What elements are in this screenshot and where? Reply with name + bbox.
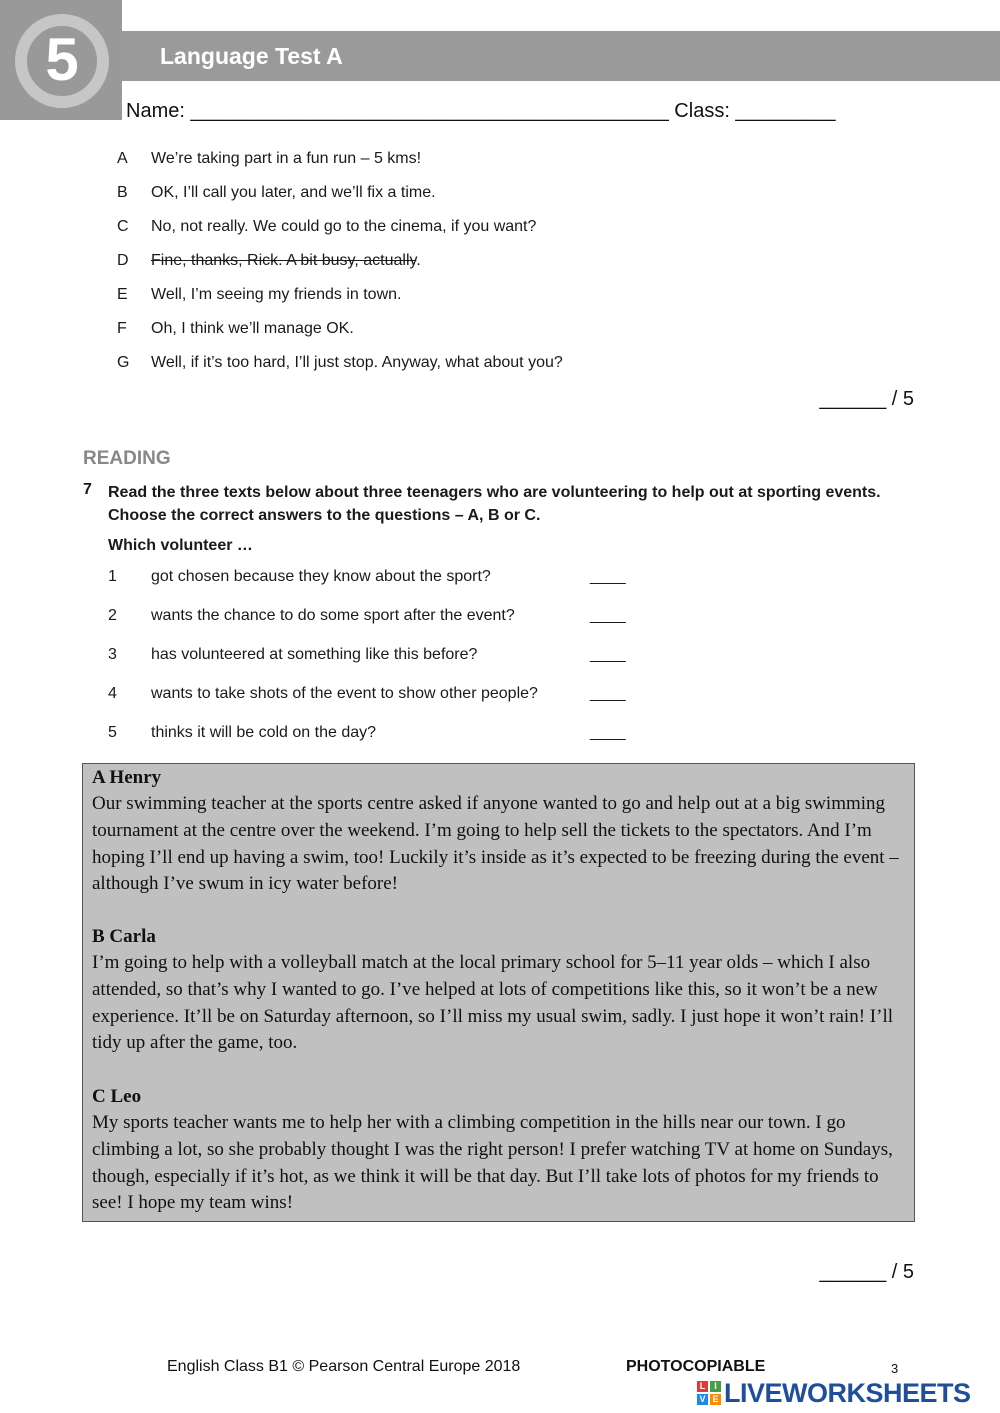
question-2: [108, 607, 626, 625]
answer-blank[interactable]: ____: [590, 724, 626, 741]
page-number: 3: [891, 1361, 899, 1376]
option-letter: B: [117, 184, 128, 201]
unit-number: 5: [45, 26, 79, 93]
question-4: [108, 685, 626, 703]
unit-badge: [0, 0, 122, 120]
question-5: [108, 724, 626, 742]
score-dialogue[interactable]: ______ / 5: [819, 388, 914, 410]
option-f: [117, 320, 354, 338]
option-text-struck: Fine, thanks, Rick. A bit busy, actually: [151, 252, 417, 269]
question-number: 4: [108, 685, 117, 702]
question-text: has volunteered at something like this before?: [151, 646, 478, 663]
question-1: [108, 568, 626, 586]
question-number: 3: [108, 646, 117, 663]
option-a: [117, 150, 421, 168]
question-text: got chosen because they know about the sport?: [151, 568, 491, 585]
text-a: [92, 765, 904, 898]
answer-blank[interactable]: ____: [590, 646, 626, 663]
footer-copyright: English Class B1 © Pearson Central Europe 2018: [167, 1358, 521, 1375]
question-text: wants the chance to do some sport after the event?: [151, 607, 515, 624]
liveworksheets-logo[interactable]: [697, 1378, 971, 1408]
footer-photocopiable: PHOTOCOPIABLE: [626, 1358, 766, 1375]
text-title: C Leo: [92, 1086, 142, 1107]
option-letter: C: [117, 218, 129, 235]
option-letter: F: [117, 320, 127, 337]
task-instruction: Read the three texts below about three teenagers who are volunteering to help out at sporting events. Choose the correct answers to the questions – A, B or C.: [108, 484, 881, 524]
option-c: [117, 218, 536, 236]
answer-blank[interactable]: ____: [590, 685, 626, 702]
question-number: 5: [108, 724, 117, 741]
section-heading-reading: READING: [83, 448, 171, 469]
logo-text: LIVEWORKSHEETS: [724, 1377, 971, 1408]
name-class-line: Name: ___________________________________________ Class: _________: [126, 100, 836, 122]
question-text: wants to take shots of the event to show other people?: [151, 685, 538, 702]
page-title: Language Test A: [160, 43, 343, 69]
question-text: thinks it will be cold on the day?: [151, 724, 377, 741]
option-d: [117, 252, 421, 270]
option-e: [117, 286, 401, 304]
option-suffix: .: [416, 252, 421, 269]
question-number: 2: [108, 607, 117, 624]
answer-blank[interactable]: ____: [590, 607, 626, 624]
option-letter: D: [117, 252, 129, 269]
task-number: 7: [83, 481, 92, 498]
logo-tiles-icon: L I V E: [697, 1381, 721, 1405]
reading-texts-box: [82, 763, 915, 1222]
option-letter: E: [117, 286, 128, 303]
option-text: Well, I’m seeing my friends in town.: [151, 286, 402, 303]
option-text: Oh, I think we’ll manage OK.: [151, 320, 354, 337]
option-letter: A: [117, 150, 128, 167]
text-b: [92, 924, 904, 1057]
text-body: I’m going to help with a volleyball match at the local primary school for 5–11 year olds – which I also attended, so that’s why I wanted to go. I’ve helped at lots of competitions like this, so it won’t be a new experience. It’ll be on Saturday afternoon, so I’ll miss my usual swim, sadly. I just hope it won’t rain! I’ll tidy up after the game, too.: [92, 952, 893, 1054]
option-text: Well, if it’s too hard, I’ll just stop. Anyway, what about you?: [151, 354, 563, 371]
title-bar: [122, 31, 1000, 81]
option-text: No, not really. We could go to the cinema, if you want?: [151, 218, 537, 235]
option-text: OK, I’ll call you later, and we’ll fix a time.: [151, 184, 436, 201]
text-c: [92, 1084, 904, 1217]
question-3: [108, 646, 626, 664]
question-number: 1: [108, 568, 117, 585]
option-text: We’re taking part in a fun run – 5 kms!: [151, 150, 422, 167]
text-title: A Henry: [92, 767, 162, 788]
option-g: [117, 354, 563, 372]
text-body: Our swimming teacher at the sports centre asked if anyone wanted to go and help out at a big swimming tournament at the centre over the weekend. I’m going to help sell the tickets to the spectators. And I’m hoping I’ll end up having a swim, too! Luckily it’s inside as it’s expected to be freezing during the event – although I’ve swum in icy water before!: [92, 793, 899, 895]
score-reading[interactable]: ______ / 5: [819, 1261, 914, 1283]
text-title: B Carla: [92, 926, 156, 947]
text-body: My sports teacher wants me to help her with a climbing competition in the hills near our town. I go climbing a lot, so she probably thought I was the right person! I prefer watching TV at home on Sundays, though, especially if it’s hot, as we think it will be that day. But I’ll take lots of photos for my friends to see! I hope my team wins!: [92, 1112, 893, 1214]
answer-blank[interactable]: ____: [590, 568, 626, 585]
question-stem: Which volunteer …: [108, 537, 253, 554]
option-b: [117, 184, 436, 202]
option-letter: G: [117, 354, 130, 371]
